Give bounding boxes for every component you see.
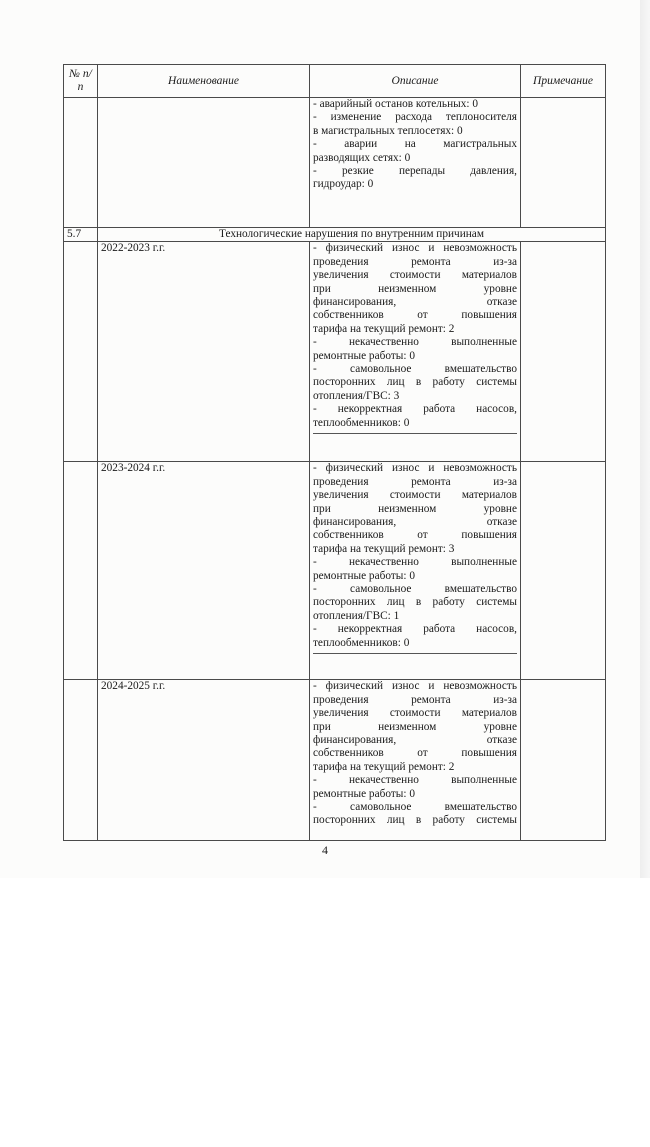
desc-line: собственников от повышения — [313, 747, 517, 760]
desc-line: - физический износ и невозможность — [313, 680, 517, 693]
period-label: 2023-2024 г.г. — [98, 462, 310, 680]
divider — [313, 431, 517, 434]
desc-line: разводящих сетях: 0 — [313, 151, 411, 164]
desc-line: при неизменном уровне — [313, 282, 517, 295]
period-description — [310, 680, 521, 841]
desc-line: посторонних лиц в работу системы — [313, 596, 517, 609]
desc-line: - аварийный останов котельных: 0 — [313, 98, 478, 110]
desc-line: - некачественно выполненные — [313, 556, 517, 569]
continued-description — [310, 98, 521, 228]
desc-line: тарифа на текущий ремонт: 3 — [313, 542, 455, 555]
desc-line: - самовольное вмешательство — [313, 583, 517, 596]
desc-line: проведения ремонта из-за — [313, 693, 517, 706]
header-num: № п/п — [64, 65, 98, 98]
period-description — [310, 242, 521, 462]
desc-line: ремонтные работы: 0 — [313, 787, 415, 800]
desc-line: в магистральных теплосетях: 0 — [313, 124, 463, 137]
continued-row — [64, 98, 606, 228]
section-number: 5.7 — [64, 228, 98, 242]
page-number: 4 — [322, 843, 328, 857]
desc-line: отопления/ГВС: 3 — [313, 389, 400, 402]
desc-line: - самовольное вмешательство — [313, 363, 517, 376]
page-edge-shadow — [640, 0, 650, 878]
desc-line: теплообменников: 0 — [313, 636, 410, 649]
desc-line: - аварии на магистральных — [313, 138, 517, 151]
violations-table — [63, 64, 606, 841]
desc-line: - изменение расхода теплоносителя — [313, 111, 517, 124]
desc-line: финансирования, отказе — [313, 516, 517, 529]
period-description — [310, 462, 521, 680]
period-label: 2024-2025 г.г. — [98, 680, 310, 841]
desc-line: - резкие перепады давления, — [313, 165, 517, 178]
desc-line: собственников от повышения — [313, 529, 517, 542]
desc-line: - некорректная работа насосов, — [313, 403, 517, 416]
desc-line: тарифа на текущий ремонт: 2 — [313, 322, 455, 335]
desc-line: - физический износ и невозможность — [313, 462, 517, 475]
desc-line: тарифа на текущий ремонт: 2 — [313, 760, 455, 773]
period-label: 2022-2023 г.г. — [98, 242, 310, 462]
desc-line: проведения ремонта из-за — [313, 475, 517, 488]
desc-line: - некорректная работа насосов, — [313, 623, 517, 636]
period-row — [64, 462, 606, 680]
desc-line: финансирования, отказе — [313, 734, 517, 747]
desc-line: - физический износ и невозможность — [313, 242, 517, 255]
period-row — [64, 242, 606, 462]
desc-line: - самовольное вмешательство — [313, 801, 517, 814]
section-row — [64, 228, 606, 242]
header-note: Примечание — [521, 65, 606, 98]
desc-line: - некачественно выполненные — [313, 774, 517, 787]
table-header-row — [64, 65, 606, 98]
desc-line: проведения ремонта из-за — [313, 255, 517, 268]
desc-line: гидроудар: 0 — [313, 178, 374, 191]
header-description: Описание — [310, 65, 521, 98]
period-row — [64, 680, 606, 841]
header-name: Наименование — [98, 65, 310, 98]
desc-line: ремонтные работы: 0 — [313, 569, 415, 582]
desc-line: увеличения стоимости материалов — [313, 707, 517, 720]
desc-line: увеличения стоимости материалов — [313, 489, 517, 502]
desc-line: финансирования, отказе — [313, 296, 517, 309]
desc-line: посторонних лиц в работу системы — [313, 814, 517, 827]
desc-line: посторонних лиц в работу системы — [313, 376, 517, 389]
desc-line: - некачественно выполненные — [313, 336, 517, 349]
divider — [313, 651, 517, 654]
desc-line: теплообменников: 0 — [313, 416, 410, 429]
desc-line: при неизменном уровне — [313, 720, 517, 733]
section-title: Технологические нарушения по внутренним причинам — [98, 228, 606, 242]
desc-line: собственников от повышения — [313, 309, 517, 322]
desc-line: увеличения стоимости материалов — [313, 269, 517, 282]
desc-line: при неизменном уровне — [313, 502, 517, 515]
desc-line: отопления/ГВС: 1 — [313, 609, 400, 622]
desc-line: ремонтные работы: 0 — [313, 349, 415, 362]
